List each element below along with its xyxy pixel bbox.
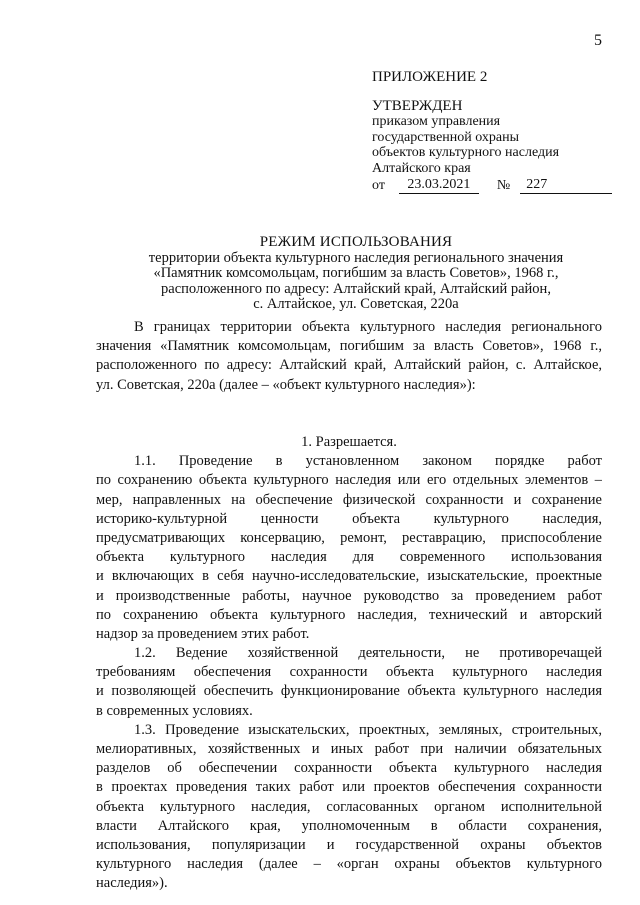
- from-label: от: [372, 178, 385, 193]
- text-line: объекта культурного наследия, согласованных органом исполнительной: [96, 798, 602, 815]
- approval-line: объектов культурного наследия: [372, 145, 560, 160]
- order-number: 227: [520, 177, 612, 194]
- title-line: «Памятник комсомольцам, погибшим за власть Советов», 1968 г.,: [153, 265, 559, 281]
- text-line: мер, направленных на обеспечение физической сохранности и сохранение: [96, 491, 602, 508]
- approval-line: приказом управления: [372, 114, 501, 129]
- text-line: 1.3. Проведение изыскательских, проектных, земляных, строительных,: [134, 721, 602, 738]
- approval-line: государственной охраны: [372, 129, 520, 145]
- order-reference: [372, 177, 612, 194]
- title-main: РЕЖИМ ИСПОЛЬЗОВАНИЯ: [259, 234, 453, 250]
- title-line: территории объекта культурного наследия регионального значения: [148, 249, 564, 266]
- section-1: [96, 433, 602, 894]
- approved-label: УТВЕРЖДЕН: [372, 97, 463, 114]
- text-line: в современных условиях.: [96, 702, 253, 719]
- text-line: по сохранению объекта культурного наследия или его отдельных элементов –: [96, 472, 602, 489]
- appendix-heading: ПРИЛОЖЕНИЕ 2: [372, 69, 488, 85]
- approval-stamp: [372, 70, 612, 194]
- text-line: значения «Памятник комсомольцам, погибшим за власть Советов», 1968 г.,: [96, 338, 602, 355]
- text-line: ул. Советская, 220а (далее – «объект культурного наследия»):: [96, 376, 476, 393]
- document-title: [96, 235, 616, 313]
- text-line: наследия»).: [96, 875, 168, 892]
- text-line: и позволяющей обеспечить функционирование объекта культурного наследия: [96, 683, 602, 700]
- section-heading: 1. Разрешается.: [301, 434, 397, 450]
- text-line: мелиоративных, хозяйственных и иных работ при наличии обязательных: [96, 741, 602, 757]
- text-line: культурного наследия (далее – «орган охраны объектов культурного: [96, 856, 602, 873]
- text-line: использования, популяризации и государственной охраны объектов: [96, 836, 602, 853]
- text-line: по сохранению объекта культурного наследия, технический и авторский: [96, 606, 602, 623]
- title-line: расположенного по адресу: Алтайский край, Алтайский район,: [161, 280, 551, 297]
- number-label: №: [496, 178, 511, 193]
- text-line: и производственные работы, научное руководство за проведением работ: [96, 587, 602, 604]
- text-line: В границах территории объекта культурного наследия регионального: [134, 319, 602, 335]
- text-line: 1.2. Ведение хозяйственной деятельности, не противоречащей: [134, 645, 602, 662]
- text-line: расположенного по адресу: Алтайский край, Алтайский район, с. Алтайское,: [96, 357, 602, 374]
- order-date: 23.03.2021: [399, 177, 479, 194]
- text-line: предусматривающих консервацию, ремонт, реставрацию, приспособление: [96, 529, 602, 546]
- page-number: 5: [594, 32, 602, 49]
- text-line: власти Алтайского края, уполномоченным в области сохранения,: [96, 817, 602, 834]
- text-line: и включающих в себя научно-исследовательские, изыскательские, проектные: [96, 568, 602, 585]
- text-line: объекта культурного наследия для современного использования: [96, 549, 602, 566]
- title-line: с. Алтайское, ул. Советская, 220а: [253, 296, 459, 312]
- text-line: требованиям обеспечения сохранности объекта культурного наследия: [96, 664, 602, 681]
- intro-paragraph: [96, 318, 602, 395]
- text-line: в проектах проведения таких работ или проектов обеспечения сохранности: [96, 779, 602, 796]
- text-line: 1.1. Проведение в установленном законом порядке работ: [134, 453, 602, 470]
- text-line: надзор за проведением этих работ.: [96, 625, 310, 642]
- approval-line: Алтайского края: [372, 160, 471, 176]
- text-line: разделов об обеспечении сохранности объекта культурного наследия: [96, 760, 602, 777]
- text-line: историко-культурной ценности объекта культурного наследия,: [96, 510, 602, 527]
